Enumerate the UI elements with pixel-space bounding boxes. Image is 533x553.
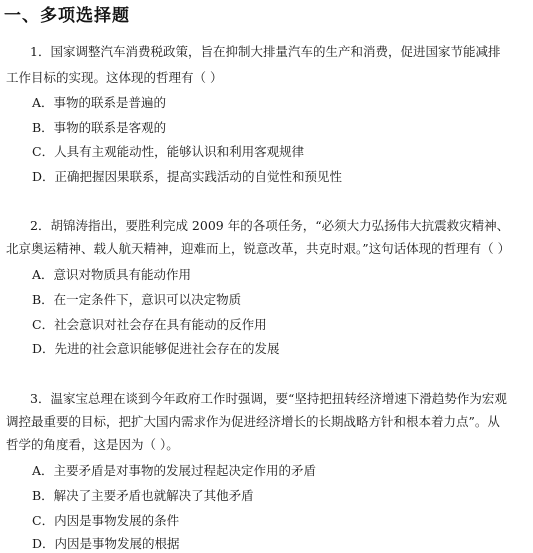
question-2-stem-line-2: 北京奥运精神、载人航天精神，迎难而上，锐意改革，共克时艰。”这句话体现的哲理有（ ） (6, 241, 511, 256)
question-1-option-b: B．事物的联系是客观的 (32, 120, 167, 135)
question-2-option-a: A．意识对物质具有能动作用 (32, 267, 192, 282)
question-1-option-a: A．事物的联系是普遍的 (32, 95, 167, 110)
question-2-option-c: C．社会意识对社会存在具有能动的反作用 (32, 317, 267, 332)
question-3-option-c: C．内因是事物发展的条件 (32, 513, 180, 528)
question-1-stem-line-1: 1．国家调整汽车消费税政策，旨在抑制大排量汽车的生产和消费，促进国家节能减排 (30, 44, 501, 59)
question-3-option-b: B．解决了主要矛盾也就解决了其他矛盾 (32, 488, 254, 503)
question-1-option-c: C．人具有主观能动性，能够认识和利用客观规律 (32, 144, 305, 159)
section-title: 一、多项选择题 (4, 6, 130, 26)
question-1-stem-line-2: 工作目标的实现。这体现的哲理有（ ） (6, 70, 223, 85)
question-2-option-d: D．先进的社会意识能够促进社会存在的发展 (32, 341, 280, 356)
question-3-option-a: A．主要矛盾是对事物的发展过程起决定作用的矛盾 (32, 463, 317, 478)
question-3-stem-line-2: 调控最重要的目标，把扩大国内需求作为促进经济增长的长期战略方针和根本着力点”。从 (6, 414, 500, 429)
question-2-option-b: B．在一定条件下，意识可以决定物质 (32, 292, 242, 307)
question-1-option-d: D．正确把握因果联系，提高实践活动的自觉性和预见性 (32, 169, 343, 184)
question-2-stem-line-1: 2．胡锦涛指出，要胜利完成 2009 年的各项任务，“必须大力弘扬伟大抗震救灾精神、 (30, 218, 510, 233)
question-3-option-d: D．内因是事物发展的根据 (32, 536, 180, 551)
question-3-stem-line-3: 哲学的角度看，这是因为（ ）。 (6, 437, 179, 452)
question-3-stem-line-1: 3．温家宝总理在谈到今年政府工作时强调，要“坚持把扭转经济增速下滑趋势作为宏观 (30, 391, 507, 406)
